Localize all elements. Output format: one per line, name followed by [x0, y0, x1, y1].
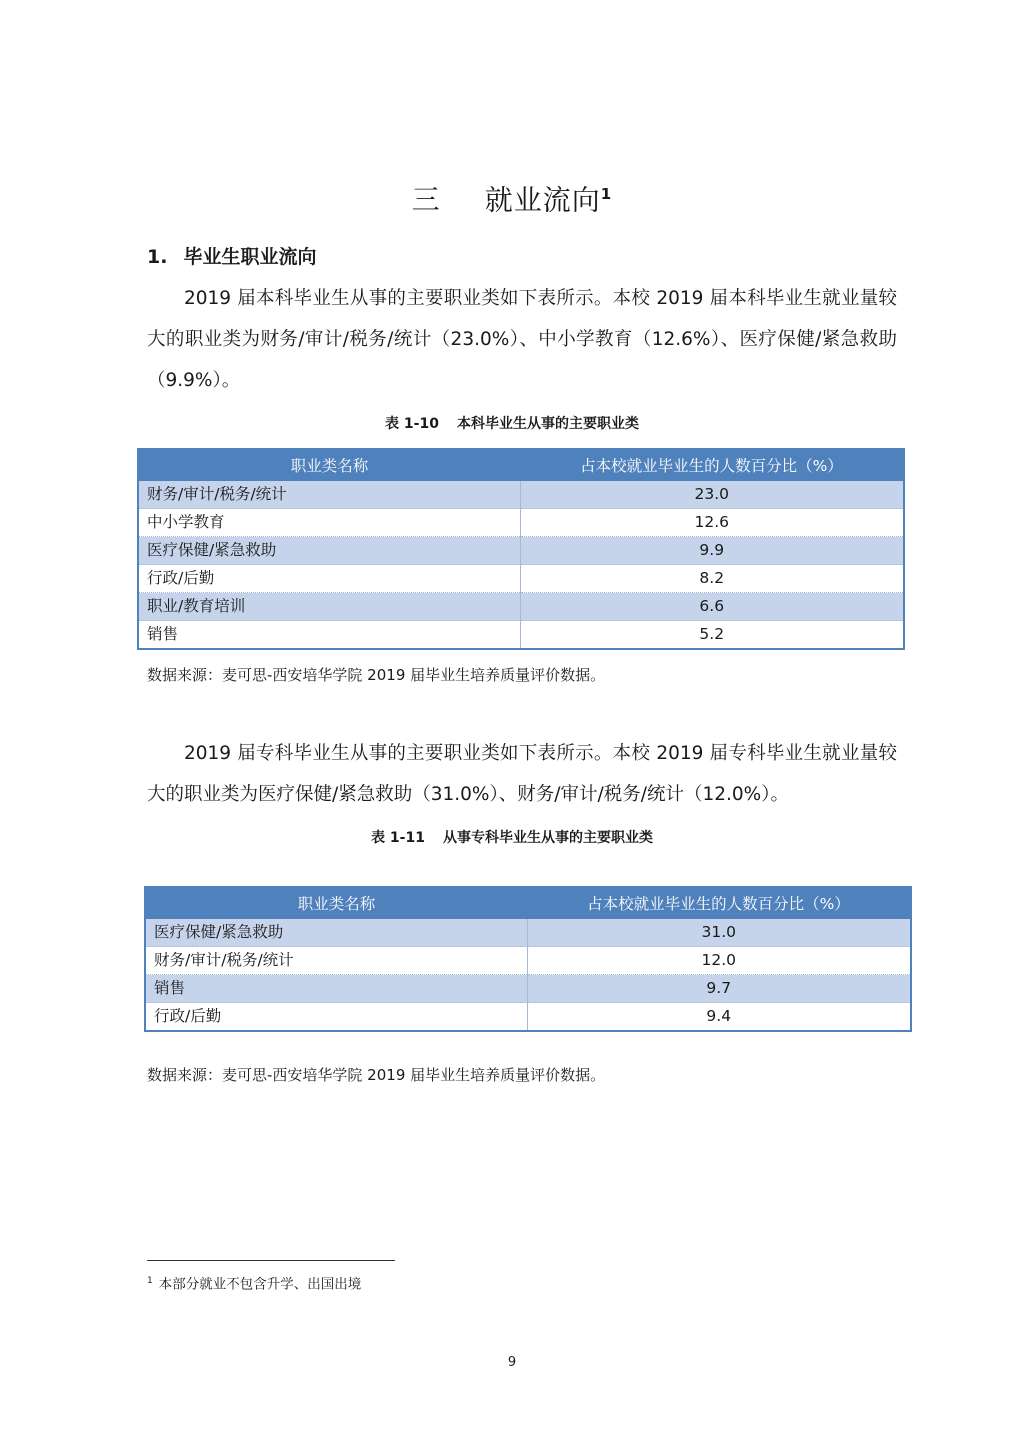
percentage-value: 23.0 [520, 481, 904, 509]
table2-caption-number: 表 1-11 [371, 830, 425, 846]
table2-caption [0, 828, 1024, 848]
footnote-text: 本部分就业不包含升学、出国出境 [158, 1276, 362, 1293]
percentage-value: 8.2 [520, 565, 904, 593]
occupation-name: 医疗保健/紧急救助 [145, 919, 527, 947]
chapter-title [0, 174, 1024, 220]
table1-source-note: 数据来源：麦可思-西安培华学院 2019 届毕业生培养质量评价数据。 [147, 666, 606, 684]
chapter-number: 三 [411, 183, 441, 217]
percentage-value: 5.2 [520, 621, 904, 650]
percentage-value: 9.7 [527, 975, 911, 1003]
occupation-name: 财务/审计/税务/统计 [145, 947, 527, 975]
table-row [138, 537, 904, 565]
table2-caption-text: 从事专科毕业生从事的主要职业类 [442, 830, 653, 846]
table-header-row [138, 449, 904, 481]
footnote [147, 1271, 361, 1295]
table-row [138, 621, 904, 650]
junior-college-occupation-table [144, 886, 912, 1032]
occupation-name: 销售 [145, 975, 527, 1003]
chapter-footnote-mark[interactable]: 1 [600, 185, 613, 203]
occupation-name: 行政/后勤 [145, 1003, 527, 1032]
table-row [145, 919, 911, 947]
table-row [145, 975, 911, 1003]
paragraph-junior-college: 2019 届专科毕业生从事的主要职业类如下表所示。本校 2019 届专科毕业生就业量较大的职业类为医疗保健/紧急救助（31.0%）、财务/审计/税务/统计（12.0%）。 [147, 743, 897, 805]
table-header-row [145, 887, 911, 919]
chapter-title-text: 就业流向 [484, 183, 601, 217]
occupation-name: 中小学教育 [138, 509, 520, 537]
table-row [138, 509, 904, 537]
footnote-mark: 1 [147, 1276, 153, 1286]
section-number: 1. [147, 246, 168, 268]
table1-caption-number: 表 1-10 [385, 416, 439, 432]
occupation-name: 职业/教育培训 [138, 593, 520, 621]
table-row [145, 1003, 911, 1032]
section-heading [147, 243, 316, 271]
column-header-occupation: 职业类名称 [138, 449, 520, 481]
table2-source-note: 数据来源：麦可思-西安培华学院 2019 届毕业生培养质量评价数据。 [147, 1066, 606, 1084]
percentage-value: 12.6 [520, 509, 904, 537]
paragraph-undergraduate: 2019 届本科毕业生从事的主要职业类如下表所示。本校 2019 届本科毕业生就业量较大的职业类为财务/审计/税务/统计（23.0%）、中小学教育（12.6%）、医疗保健/紧急救助（9.9%）。 [147, 288, 897, 391]
occupation-name: 销售 [138, 621, 520, 650]
occupation-name: 医疗保健/紧急救助 [138, 537, 520, 565]
table-row [138, 593, 904, 621]
table-row [138, 565, 904, 593]
footnote-divider [147, 1260, 395, 1261]
table1-caption [0, 414, 1024, 434]
table-row [138, 481, 904, 509]
occupation-name: 行政/后勤 [138, 565, 520, 593]
column-header-percentage: 占本校就业毕业生的人数百分比（%） [520, 449, 904, 481]
table1-caption-text: 本科毕业生从事的主要职业类 [456, 416, 639, 432]
column-header-percentage: 占本校就业毕业生的人数百分比（%） [527, 887, 911, 919]
section-title: 毕业生职业流向 [183, 246, 317, 268]
percentage-value: 9.4 [527, 1003, 911, 1032]
percentage-value: 31.0 [527, 919, 911, 947]
percentage-value: 6.6 [520, 593, 904, 621]
column-header-occupation: 职业类名称 [145, 887, 527, 919]
table-row [145, 947, 911, 975]
occupation-name: 财务/审计/税务/统计 [138, 481, 520, 509]
page-number: 9 [507, 1355, 517, 1370]
percentage-value: 9.9 [520, 537, 904, 565]
percentage-value: 12.0 [527, 947, 911, 975]
undergraduate-occupation-table [137, 448, 905, 650]
